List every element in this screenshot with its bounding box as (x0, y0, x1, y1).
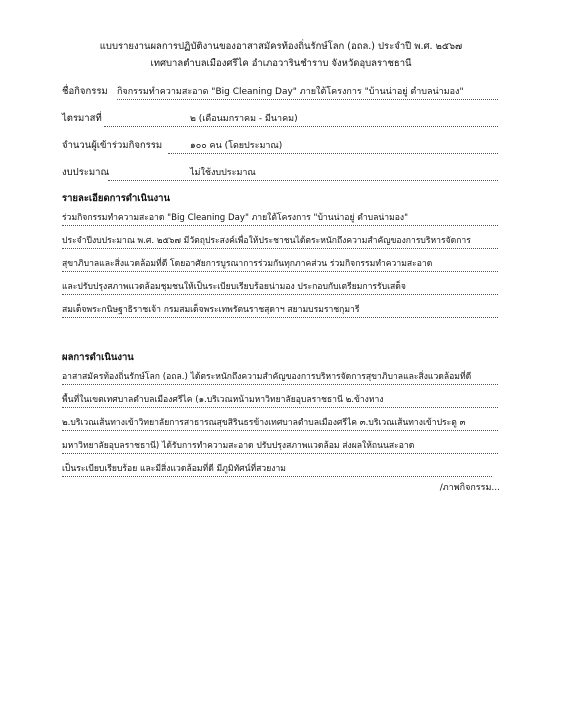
results-heading: ผลการดำเนินงาน (62, 352, 134, 363)
quarter-value: ๒ (เดือนมกราคม - มีนาคม) (190, 114, 298, 124)
details-line: ประจำปีงบประมาณ พ.ศ. ๒๕๖๗ มีวัตถุประสงค์เพื่อให้ประชาชนได้ตระหนักถึงความสำคัญของการบริหารจัดการ (62, 234, 498, 249)
results-line: อาสาสมัครท้องถิ่นรักษ์โลก (อถล.) ได้ตระหนักถึงความสำคัญของการบริหารจัดการสุขาภิบาลและสิ่งแวดล้อมที่ดี (62, 370, 498, 385)
details-line: และปรับปรุงสภาพแวดล้อมชุมชนให้เป็นระเบียบเรียบร้อยน่ามอง ประกอบกับเตรียมการรับเสด็จ (62, 280, 498, 295)
details-heading: รายละเอียดการดำเนินงาน (62, 193, 171, 204)
quarter-underline (104, 126, 498, 127)
details-line: สุขาภิบาลและสิ่งแวดล้อมที่ดี โดยอาศัยการบูรณาการร่วมกันทุกภาคส่วน ร่วมกิจกรรมทำความสะอาด (62, 257, 498, 272)
report-subtitle: เทศบาลตำบลเมืองศรีไค อำเภอวารินชำราบ จังหวัดอุบลราชธานี (150, 58, 412, 69)
activity-label: ชื่อกิจกรรม (62, 86, 108, 97)
quarter-label: ไตรมาสที่ (62, 113, 102, 124)
continuation-note: /ภาพกิจกรรม... (439, 483, 500, 493)
budget-value: ไม่ใช้งบประมาณ (190, 168, 256, 178)
participants-underline (168, 153, 498, 154)
results-line: มหาวิทยาลัยอุบลราชธานี) ได้รับการทำความสะอาด ปรับปรุงสภาพแวดล้อม ส่งผลให้ถนนสะอาด (62, 439, 498, 454)
results-line: ๒.บริเวณเส้นทางเข้าวิทยาลัยการสาธารณสุขสิรินธรข้างเทศบาลตำบลเมืองศรีไค ๓.บริเวณเส้นทางเข้าประตู ๓ (62, 416, 498, 431)
budget-label: งบประมาณ (62, 167, 110, 178)
details-line: ร่วมกิจกรรมทำความสะอาด "Big Cleaning Day" ภายใต้โครงการ "บ้านน่าอยู่ ตำบลน่ามอง" (62, 211, 498, 226)
budget-underline (108, 180, 498, 181)
report-title: แบบรายงานผลการปฏิบัติงานของอาสาสมัครท้องถิ่นรักษ์โลก (อถล.) ประจำปี พ.ศ. ๒๕๖๗ (99, 41, 463, 52)
results-line: เป็นระเบียบเรียบร้อย และมีสิ่งแวดล้อมที่ดี มีภูมิทัศน์ที่สวยงาม (62, 462, 492, 477)
activity-underline (117, 99, 498, 100)
participants-value: ๑๐๐ คน (โดยประมาณ) (190, 141, 283, 151)
activity-value: กิจกรรมทำความสะอาด "Big Cleaning Day" ภายใต้โครงการ "บ้านน่าอยู่ ตำบลน่ามอง" (117, 87, 464, 97)
details-line: สมเด็จพระกนิษฐาธิราชเจ้า กรมสมเด็จพระเทพรัตนราชสุดาฯ สยามบรมราชกุมารี (62, 303, 498, 318)
results-line: พื้นที่ในเขตเทศบาลตำบลเมืองศรีไค (๑.บริเวณหน้ามหาวิทยาลัยอุบลราชธานี ๒.ข้างทาง (62, 393, 498, 408)
participants-label: จำนวนผู้เข้าร่วมกิจกรรม (62, 140, 163, 151)
